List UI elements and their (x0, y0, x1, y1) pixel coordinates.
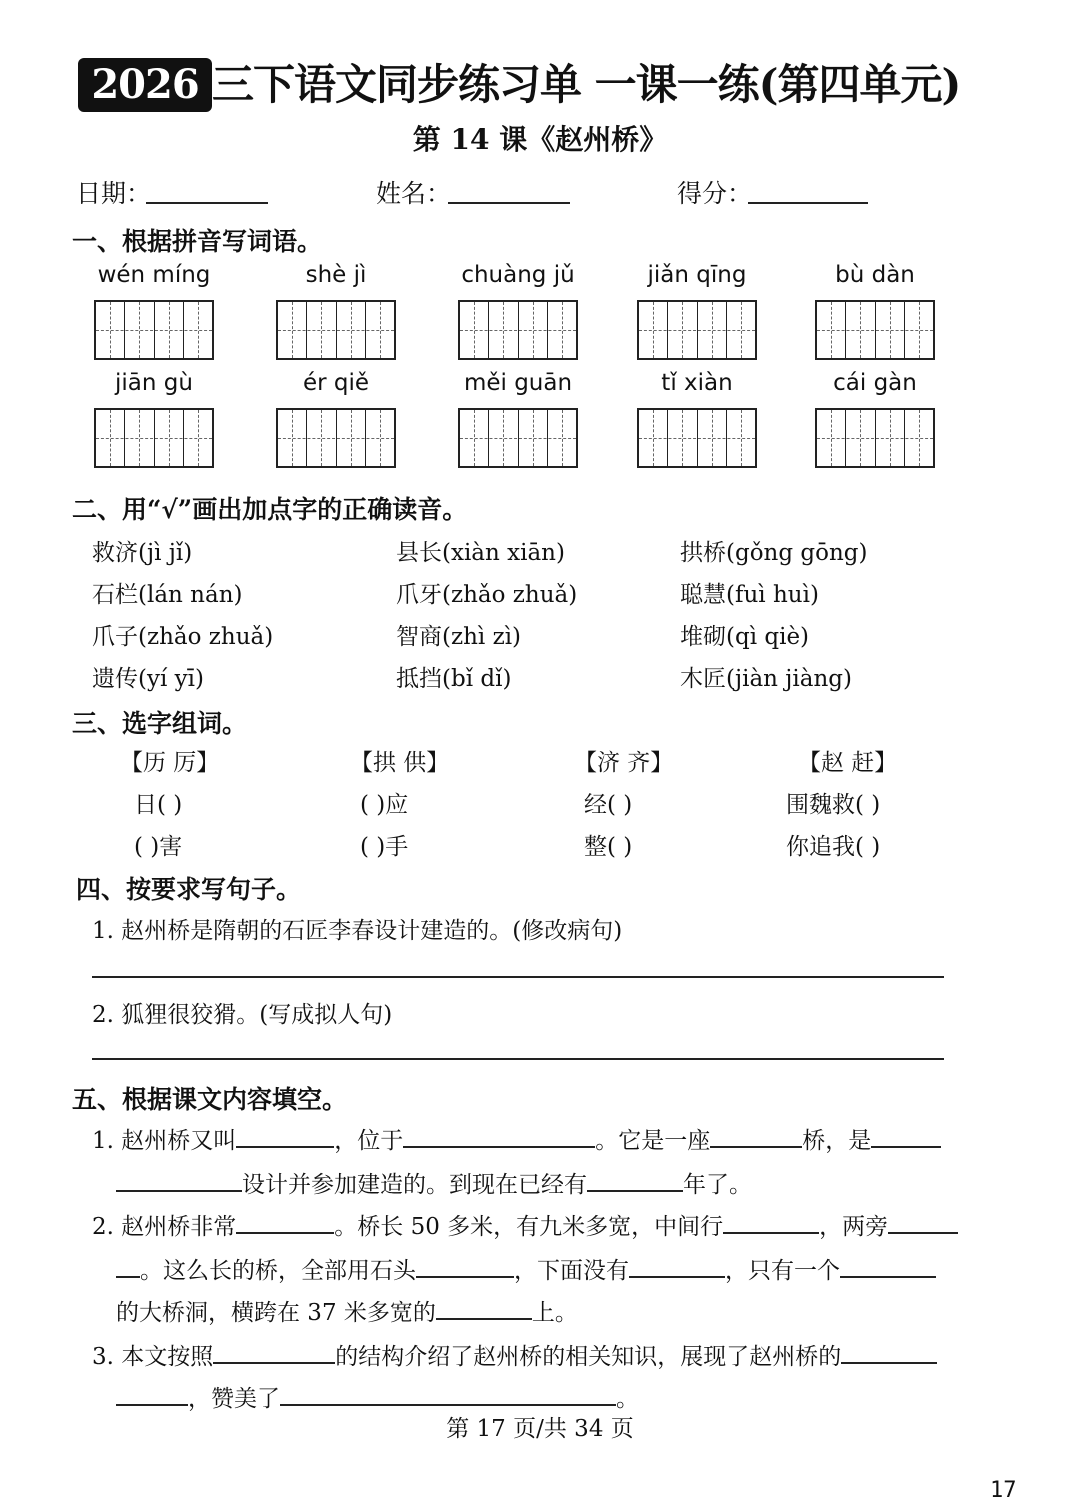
sentence-question: 2. 狐狸很狡猾。(写成拟人句) (92, 1002, 393, 1028)
fill-blank[interactable] (116, 1403, 188, 1406)
fill-text: 。这么长的桥，全部用石头 (140, 1258, 416, 1284)
date-blank[interactable] (146, 202, 268, 204)
section5-title: 五、根据课文内容填空。 (72, 1085, 348, 1114)
fill-blank[interactable] (280, 1403, 616, 1406)
fill-blank[interactable] (723, 1231, 819, 1234)
name-blank[interactable] (448, 202, 570, 204)
fill-blank[interactable] (116, 1275, 140, 1278)
char-pair: 【历 厉】 (120, 750, 220, 776)
fill-text: 设计并参加建造的。到现在已经有 (242, 1172, 587, 1198)
lesson-subtitle: 第 14 课《赵州桥》 (412, 123, 668, 156)
char-pair: 【赵 赶】 (798, 750, 898, 776)
fill-blank[interactable] (116, 1189, 242, 1192)
fill-text: ，只有一个 (725, 1258, 840, 1284)
word-blank[interactable]: 你追我( ) (786, 834, 881, 860)
pronunciation-item[interactable]: 遗传(yí yī) (92, 666, 204, 692)
fill-text: 。桥长 50 多米，有九米多宽，中间行 (334, 1214, 724, 1240)
score-label: 得分： (677, 179, 753, 208)
fill-text: 3. 本文按照 (92, 1344, 214, 1370)
writing-grid[interactable] (637, 300, 757, 360)
pronunciation-item[interactable]: 爪牙(zhǎo zhuǎ) (396, 582, 578, 608)
pinyin-label: tǐ xiàn (661, 370, 733, 396)
fill-text: ，赞美了 (188, 1386, 280, 1412)
fill-blank[interactable] (403, 1145, 595, 1148)
writing-grid[interactable] (637, 408, 757, 468)
answer-line[interactable] (92, 976, 944, 978)
writing-grid[interactable] (94, 408, 214, 468)
pinyin-label: jiǎn qīng (647, 262, 747, 288)
writing-grid[interactable] (815, 408, 935, 468)
fill-blank[interactable] (236, 1231, 334, 1234)
fill-text: 上。 (531, 1300, 578, 1326)
pronunciation-item[interactable]: 堆砌(qì qiè) (680, 624, 810, 650)
fill-text: ，两旁 (819, 1214, 889, 1240)
fill-line (92, 1338, 937, 1371)
fill-text: ，位于 (334, 1128, 404, 1154)
section4-title: 四、按要求写句子。 (76, 875, 302, 904)
section3-title: 三、选字组词。 (72, 709, 248, 738)
word-blank[interactable]: 经( ) (584, 792, 633, 818)
pronunciation-item[interactable]: 抵挡(bǐ dǐ) (396, 666, 512, 692)
writing-grid[interactable] (276, 300, 396, 360)
char-pair: 【拱 供】 (350, 750, 450, 776)
char-pair: 【济 齐】 (574, 750, 674, 776)
pinyin-label: měi guān (463, 370, 573, 396)
word-blank[interactable]: 整( ) (584, 834, 633, 860)
title-badge: 2026春 (78, 58, 212, 112)
word-blank[interactable]: 围魏救( ) (786, 792, 881, 818)
writing-grid[interactable] (815, 300, 935, 360)
fill-blank[interactable] (629, 1275, 725, 1278)
pinyin-label: chuàng jǔ (461, 262, 575, 288)
fill-text: 的结构介绍了赵州桥的相关知识，展现了赵州桥的 (335, 1344, 842, 1370)
pinyin-label: bù dàn (835, 262, 915, 288)
pronunciation-item[interactable]: 县长(xiàn xiān) (396, 540, 565, 566)
fill-blank[interactable] (888, 1231, 958, 1234)
fill-text: ，下面没有 (514, 1258, 629, 1284)
score-blank[interactable] (748, 202, 868, 204)
section1-title: 一、根据拼音写词语。 (72, 227, 323, 256)
fill-text: 。它是一座 (595, 1128, 711, 1154)
pronunciation-item[interactable]: 拱桥(gǒng gōng) (680, 540, 868, 566)
pronunciation-item[interactable]: 爪子(zhǎo zhuǎ) (92, 624, 274, 650)
fill-text: 桥，是 (802, 1128, 872, 1154)
fill-blank[interactable] (236, 1145, 334, 1148)
page-title: 三下语文同步练习单 一课一练(第四单元) (212, 60, 961, 109)
fill-line (116, 1166, 752, 1199)
pinyin-label: shè jì (305, 262, 367, 288)
fill-line (116, 1252, 936, 1285)
fill-line (92, 1122, 941, 1155)
answer-line[interactable] (92, 1058, 944, 1060)
fill-text: 。 (616, 1386, 639, 1412)
fill-blank[interactable] (841, 1361, 937, 1364)
page-number: 17 (990, 1478, 1017, 1503)
fill-blank[interactable] (436, 1317, 532, 1320)
word-blank[interactable]: ( )应 (360, 792, 409, 818)
fill-line (116, 1294, 578, 1327)
fill-blank[interactable] (710, 1145, 802, 1148)
fill-blank[interactable] (840, 1275, 936, 1278)
fill-line (116, 1380, 639, 1413)
fill-blank[interactable] (416, 1275, 514, 1278)
pronunciation-item[interactable]: 石栏(lán nán) (92, 582, 243, 608)
page-footer: 第 17 页/共 34 页 (446, 1416, 634, 1442)
pronunciation-item[interactable]: 木匠(jiàn jiàng) (680, 666, 853, 692)
pinyin-label: cái gàn (833, 370, 917, 396)
fill-line (92, 1208, 958, 1241)
fill-text: 年了。 (683, 1172, 752, 1198)
pronunciation-item[interactable]: 智商(zhì zì) (396, 624, 522, 650)
word-blank[interactable]: 日( ) (134, 792, 183, 818)
pinyin-label: ér qiě (302, 370, 370, 396)
pronunciation-item[interactable]: 救济(jì jǐ) (92, 540, 193, 566)
word-blank[interactable]: ( )害 (134, 834, 183, 860)
writing-grid[interactable] (458, 300, 578, 360)
writing-grid[interactable] (94, 300, 214, 360)
fill-blank[interactable] (587, 1189, 683, 1192)
writing-grid[interactable] (276, 408, 396, 468)
fill-text: 1. 赵州桥又叫 (92, 1128, 237, 1154)
fill-text: 的大桥洞，横跨在 37 米多宽的 (116, 1300, 436, 1326)
sentence-question: 1. 赵州桥是隋朝的石匠李春设计建造的。(修改病句) (92, 918, 623, 944)
fill-blank[interactable] (871, 1145, 941, 1148)
writing-grid[interactable] (458, 408, 578, 468)
fill-text: 2. 赵州桥非常 (92, 1214, 237, 1240)
name-label: 姓名： (376, 179, 452, 208)
word-blank[interactable]: ( )手 (360, 834, 409, 860)
section2-title: 二、用“√”画出加点字的正确读音。 (72, 495, 468, 524)
pinyin-label: jiān gù (115, 370, 193, 396)
fill-blank[interactable] (213, 1361, 335, 1364)
pronunciation-item[interactable]: 聪慧(fuì huì) (680, 582, 819, 608)
date-label: 日期： (76, 179, 152, 208)
pinyin-label: wén míng (97, 262, 211, 288)
